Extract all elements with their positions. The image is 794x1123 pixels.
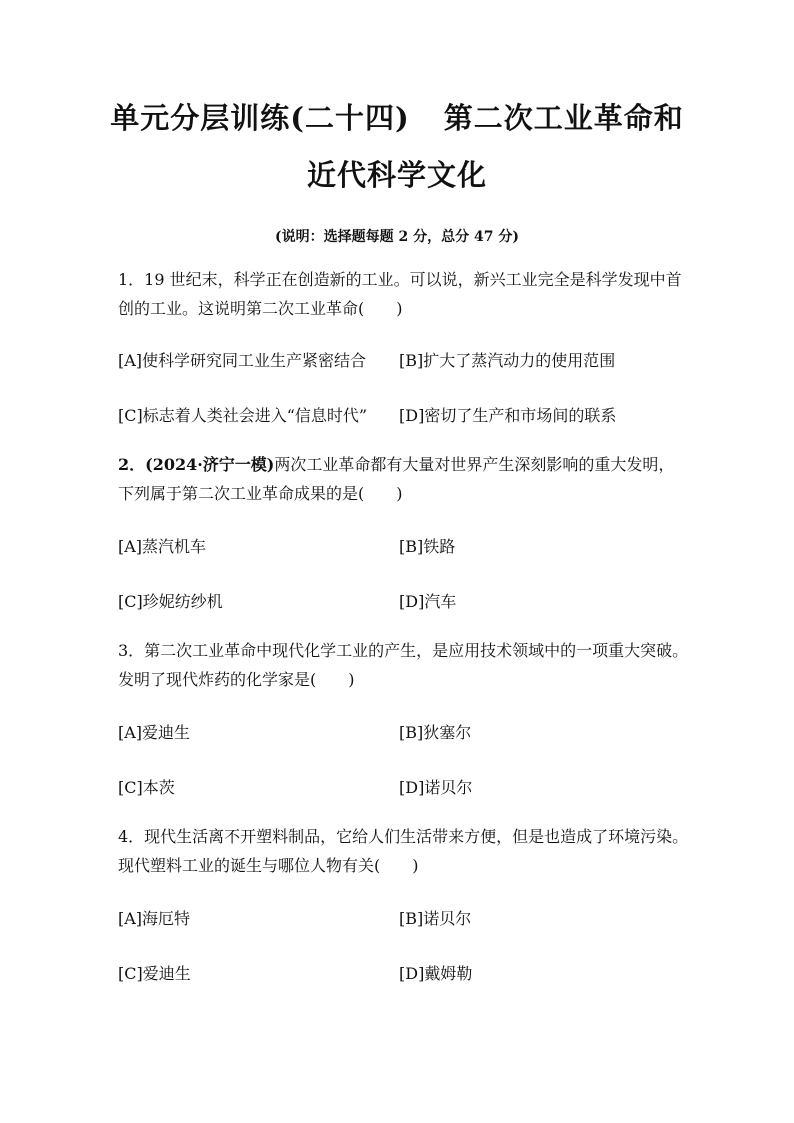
question-2-source: 2．(2024·济宁一模) (118, 455, 275, 474)
question-3-option-c[interactable]: [C]本茨 (118, 778, 175, 797)
question-2-line-1-text: 两次工业革命都有大量对世界产生深刻影响的重大发明， (274, 455, 675, 474)
question-2-option-d[interactable]: [D]汽车 (399, 592, 457, 611)
question-4-option-a[interactable]: [A]海厄特 (118, 909, 191, 928)
question-3-line-2: 发明了现代炸药的化学家是( ) (118, 670, 355, 689)
question-3-option-b[interactable]: [B]狄塞尔 (399, 723, 472, 742)
question-3-line-1: 3．第二次工业革命中现代化学工业的产生，是应用技术领域中的一项重大突破。 (118, 641, 689, 660)
question-2-line-2: 下列属于第二次工业革命成果的是( ) (118, 484, 403, 503)
question-2-line-1 (118, 450, 688, 479)
question-3-option-d[interactable]: [D]诺贝尔 (399, 778, 473, 797)
title-topic: 第二次工业革命和 (443, 101, 684, 135)
question-4-option-b[interactable]: [B]诺贝尔 (399, 909, 472, 928)
question-1-option-a[interactable]: [A]使科学研究同工业生产紧密结合 (118, 351, 367, 370)
question-3 (118, 636, 688, 694)
question-4 (118, 822, 688, 880)
question-4-option-c[interactable]: [C]爱迪生 (118, 964, 191, 983)
question-1-line-2: 创的工业。这说明第二次工业革命( ) (118, 299, 403, 318)
question-1-line-1: 1．19 世纪末，科学正在创造新的工业。可以说，新兴工业完全是科学发现中首 (118, 270, 682, 289)
question-1-option-d[interactable]: [D]密切了生产和市场间的联系 (399, 406, 617, 425)
question-2 (118, 450, 688, 508)
question-4-line-2: 现代塑料工业的诞生与哪位人物有关( ) (118, 856, 419, 875)
question-2-option-a[interactable]: [A]蒸汽机车 (118, 537, 207, 556)
question-3-option-a[interactable]: [A]爱迪生 (118, 723, 191, 742)
question-1-option-b[interactable]: [B]扩大了蒸汽动力的使用范围 (399, 351, 616, 370)
question-4-option-d[interactable]: [D]戴姆勒 (399, 964, 473, 983)
question-4-line-1: 4．现代生活离不开塑料制品，它给人们生活带来方便，但是也造成了环境污染。 (118, 827, 689, 846)
question-1-option-c[interactable]: [C]标志着人类社会进入“信息时代” (118, 406, 368, 425)
question-1 (118, 265, 688, 323)
title-unit: 单元分层训练(二十四) (110, 101, 410, 135)
question-2-option-c[interactable]: [C]珍妮纺纱机 (118, 592, 223, 611)
page-title-line-2: 近代科学文化 (306, 158, 487, 192)
page-title-line-1 (0, 96, 794, 137)
scoring-note: (说明：选择题每题 2 分，总分 47 分) (275, 229, 519, 245)
question-2-option-b[interactable]: [B]铁路 (399, 537, 456, 556)
